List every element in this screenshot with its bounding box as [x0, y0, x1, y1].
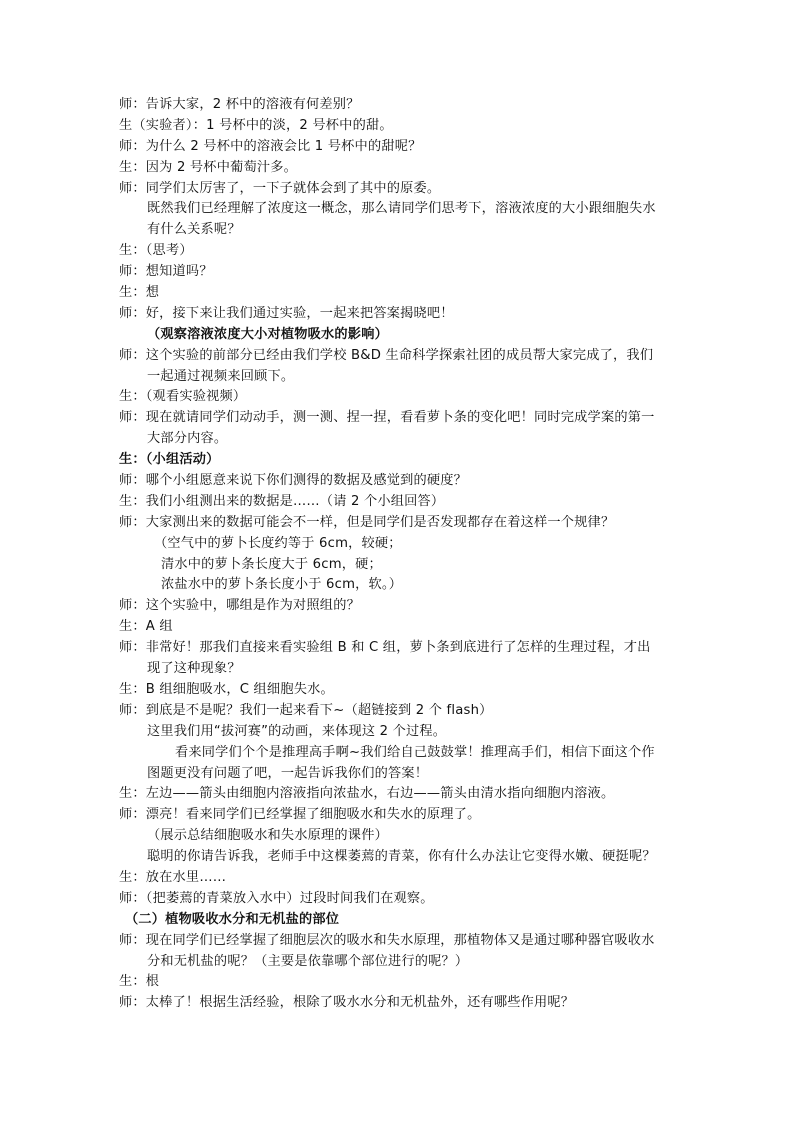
- text-line: 师：这个实验的前部分已经由我们学校 B&D 生命科学探索社团的成员帮大家完成了，我们: [119, 347, 654, 363]
- text-line: 生：左边——箭头由细胞内溶液指向浓盐水，右边——箭头由清水指向细胞内溶液。: [119, 786, 615, 802]
- text-line: 师：想知道吗？: [119, 264, 213, 280]
- text-line: 生：放在水里……: [119, 869, 227, 885]
- text-line: 这里我们用“拔河赛”的动画，来体现这 2 个过程。: [147, 723, 447, 739]
- text-line: （空气中的萝卜长度约等于 6cm，较硬；: [154, 535, 402, 551]
- text-line: 图题更没有问题了吧，一起告诉我你们的答案！: [147, 765, 429, 781]
- text-line: 师：告诉大家，2 杯中的溶液有何差别？: [119, 97, 360, 112]
- text-line: 师：非常好！那我们直接来看实验组 B 和 C 组，萝卜条到底进行了怎样的生理过程，才出: [119, 640, 651, 656]
- text-line: 师：这个实验中，哪组是作为对照组的？: [119, 598, 360, 614]
- text-line: 生：（小组活动）: [119, 452, 220, 468]
- document-body: [119, 95, 699, 1014]
- text-line: 生：B 组细胞吸水，C 组细胞失水。: [119, 681, 334, 697]
- text-line: 分和无机盐的呢？（主要是依靠哪个部位进行的呢？）: [147, 953, 469, 969]
- text-line: 生：想: [119, 285, 160, 301]
- text-line: 大部分内容。: [147, 431, 228, 447]
- text-line: 师：同学们太厉害了，一下子就体会到了其中的原委。: [119, 180, 441, 196]
- text-line: 生：（观看实验视频）: [119, 389, 247, 405]
- text-line: 生：因为 2 号杯中葡萄汁多。: [119, 159, 298, 175]
- text-line: 师：哪个小组愿意来说下你们测得的数据及感觉到的硬度？: [119, 473, 468, 489]
- text-line: 师：（把萎蔫的青菜放入水中）过段时间我们在观察。: [119, 890, 434, 906]
- text-line: 看来同学们个个是推理高手啊~我们给自己鼓鼓掌！推理高手们，相信下面这个作: [175, 744, 655, 760]
- text-line: 师：大家测出来的数据可能会不一样，但是同学们是否发现都存在着这样一个规律？: [119, 514, 615, 530]
- text-line: （观察溶液浓度大小对植物吸水的影响）: [147, 326, 388, 342]
- text-line: 生：（思考）: [119, 243, 193, 259]
- text-line: 师：为什么 2 号杯中的溶液会比 1 号杯中的甜呢？: [119, 138, 422, 154]
- text-line: 浓盐水中的萝卜条长度小于 6cm，软。）: [161, 577, 403, 593]
- text-line: 生：A 组: [119, 619, 173, 635]
- text-line: 现了这种现象？: [147, 661, 241, 677]
- text-line: 既然我们已经理解了浓度这一概念，那么请同学们思考下，溶液浓度的大小跟细胞失水: [147, 201, 656, 217]
- text-line: 生：我们小组测出来的数据是……（请 2 个小组回答）: [119, 493, 445, 509]
- text-line: 师：太棒了！根据生活经验，根除了吸水水分和无机盐外，还有哪些作用呢？: [119, 995, 575, 1011]
- text-line: （二）植物吸收水分和无机盐的部位: [125, 911, 340, 927]
- text-line: 聪明的你请告诉我，老师手中这棵萎蔫的青菜，你有什么办法让它变得水嫩、硬挺呢？: [147, 849, 656, 865]
- text-line: （展示总结细胞吸水和失水原理的课件）: [147, 828, 388, 844]
- text-line: 有什么关系呢？: [147, 222, 241, 238]
- text-line: 师：到底是不是呢？我们一起来看下~（超链接到 2 个 flash）: [119, 702, 493, 718]
- text-line: 师：现在同学们已经掌握了细胞层次的吸水和失水原理，那植物体又是通过哪种器官吸收水: [119, 932, 655, 948]
- text-line: 一起通过视频来回顾下。: [147, 368, 295, 384]
- text-line: 清水中的萝卜条长度大于 6cm，硬；: [161, 556, 382, 572]
- text-line: 生：根: [119, 974, 160, 990]
- text-line: 师：漂亮！看来同学们已经掌握了细胞吸水和失水的原理了。: [119, 807, 481, 823]
- text-line: 生（实验者）：1 号杯中的淡，2 号杯中的甜。: [119, 117, 393, 133]
- text-line: 师：现在就请同学们动动手，测一测、捏一捏，看看萝卜条的变化吧！同时完成学案的第一: [119, 410, 655, 426]
- text-line: 师：好，接下来让我们通过实验，一起来把答案揭晓吧！: [119, 305, 454, 321]
